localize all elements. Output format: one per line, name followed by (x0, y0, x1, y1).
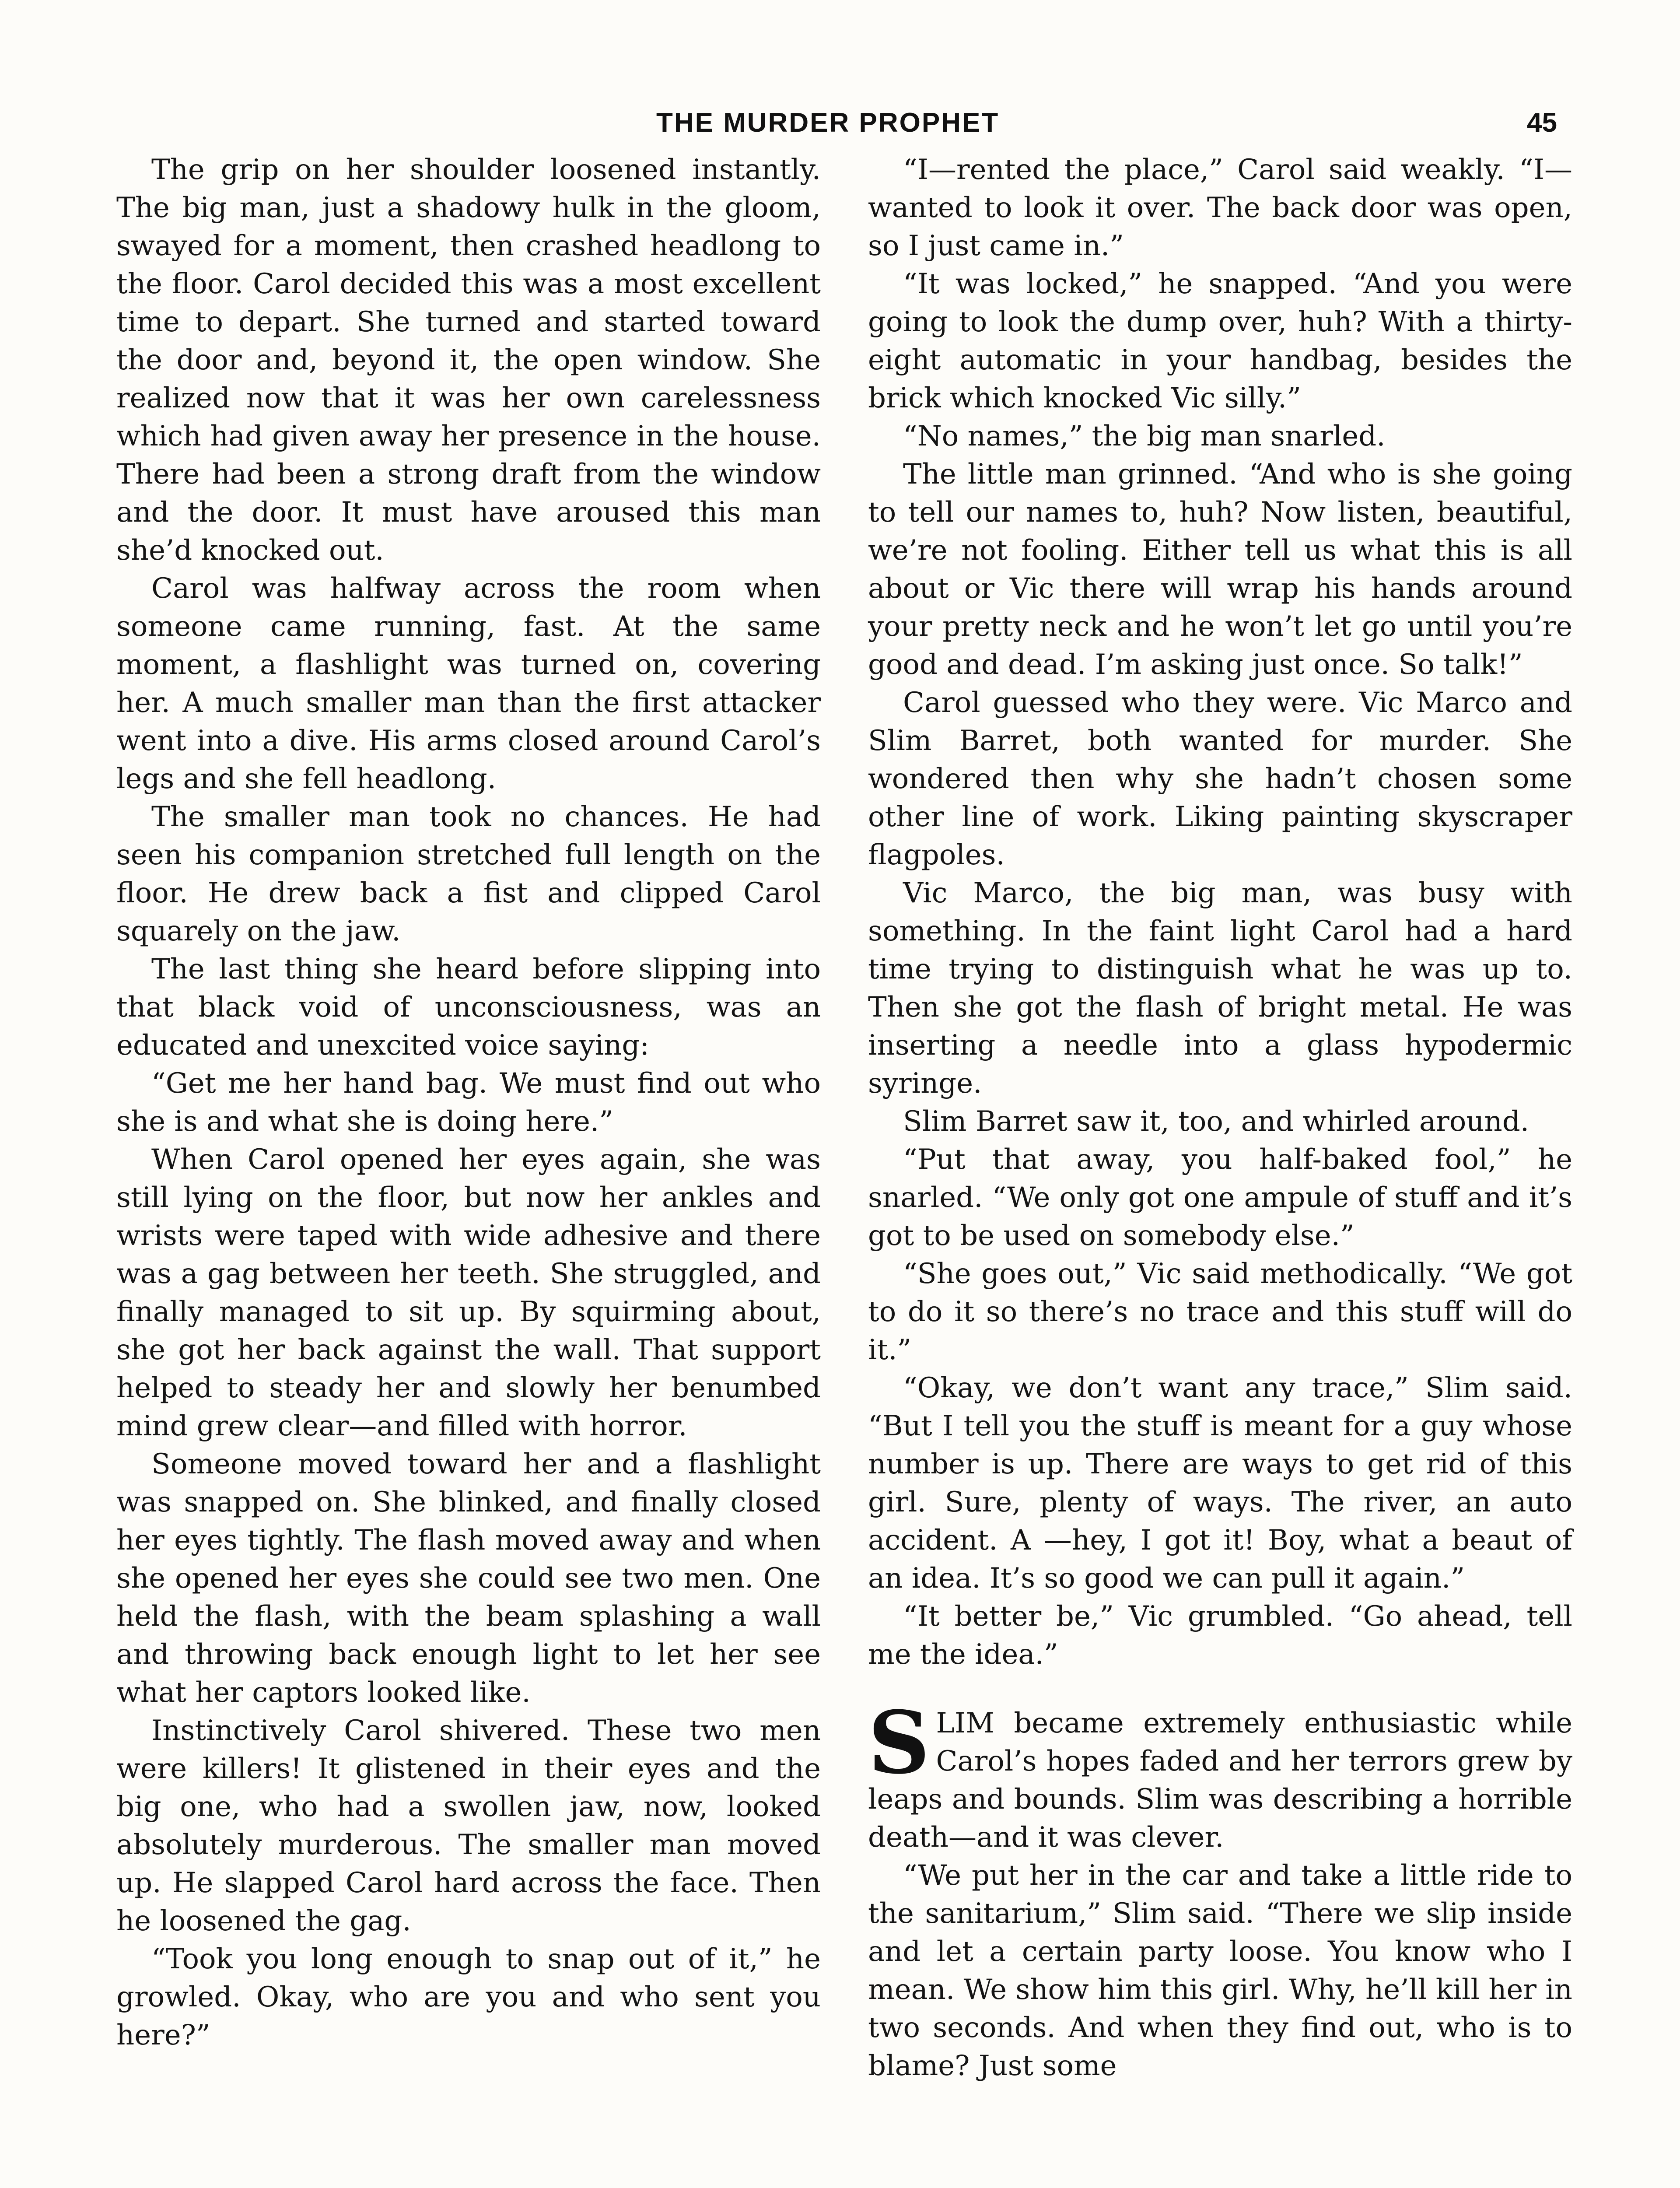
section-opening-paragraph (868, 1693, 1572, 1857)
paragraph: Carol was halfway across the room when someone came running, fast. At the same moment, a flashlight was turned on, covering her. A much smaller man than the first attacker went into a dive. His arms closed around Carol’s legs and she fell headlong. (116, 572, 821, 795)
paragraph: “I—rented the place,” Carol said weakly. “I—wanted to look it over. The back door was open, so I just came in.” (868, 154, 1572, 262)
paragraph: Slim Barret saw it, too, and whirled around. (903, 1105, 1530, 1138)
paragraph: The smaller man took no chances. He had seen his companion stretched full length on the floor. He drew back a fist and clipped Carol squarely on the jaw. (116, 801, 821, 947)
drop-cap: S (868, 1693, 930, 1793)
paragraph: The last thing she heard before slipping into that black void of unconsciousness, was an educated and unexcited voice saying: (116, 953, 821, 1062)
paragraph: When Carol opened her eyes again, she was still lying on the floor, but now her ankles and wrists were taped with wide adhesive and there was a gag between her teeth. She struggled, and finally managed to sit up. By squirming about, she got her back against the wall. That support helped to steady her and slowly her benumbed mind grew clear—and filled with horror. (116, 1143, 821, 1442)
story-title: THE MURDER PROPHET (656, 108, 1000, 138)
paragraph: “It better be,” Vic grumbled. “Go ahead, tell me the idea.” (868, 1600, 1572, 1671)
paragraph: “Took you long enough to snap out of it,” he growled. Okay, who are you and who sent you here?” (116, 1943, 821, 2051)
paragraph: Carol guessed who they were. Vic Marco and Slim Barret, both wanted for murder. She wondered then why she hadn’t chosen some other line of work. Liking painting skyscraper flagpoles. (868, 687, 1572, 871)
paragraph: “We put her in the car and take a little ride to the sanitarium,” Slim said. “There we slip inside and let a certain party loose. You know who I mean. We show him this girl. Why, he’ll kill her in two seconds. And when they find out, who is to blame? Just some (868, 1859, 1572, 2082)
running-header (0, 107, 1680, 142)
left-column (116, 151, 821, 2055)
paragraph: “It was locked,” he snapped. “And you were going to look the dump over, huh? With a thirty-eight automatic in your handbag, besides the brick which knocked Vic silly.” (868, 268, 1572, 414)
right-column (868, 151, 1572, 2085)
paragraph: The little man grinned. “And who is she going to tell our names to, huh? Now listen, beautiful, we’re not fooling. Either tell us what this is all about or Vic there will wrap his hands around your pretty neck and he won’t let go until you’re good and dead. I’m asking just once. So talk!” (868, 458, 1572, 681)
paragraph: Instinctively Carol shivered. These two men were killers! It glistened in their eyes and the big one, who had a swollen jaw, now, looked absolutely murderous. The smaller man moved up. He slapped Carol hard across the face. Then he loosened the gag. (116, 1715, 821, 1937)
section-opening-text: LIM became extremely enthusiastic while Carol’s hopes faded and her terrors grew by leaps and bounds. Slim was describing a horrible death—and it was clever. (868, 1707, 1572, 1854)
paragraph: “Okay, we don’t want any trace,” Slim said. “But I tell you the stuff is meant for a guy whose number is up. There are ways to get rid of this girl. Sure, plenty of ways. The river, an auto accident. A —hey, I got it! Boy, what a beaut of an idea. It’s so good we can pull it again.” (868, 1372, 1572, 1595)
paragraph: Vic Marco, the big man, was busy with something. In the faint light Carol had a hard time trying to distinguish what he was up to. Then she got the flash of bright metal. He was inserting a needle into a glass hypodermic syringe. (868, 877, 1572, 1100)
paragraph: “Put that away, you half-baked fool,” he snarled. “We only got one ampule of stuff and it’s got to be used on somebody else.” (868, 1143, 1572, 1252)
page-number: 45 (1527, 108, 1557, 138)
paragraph: “Get me her hand bag. We must find out who she is and what she is doing here.” (116, 1067, 821, 1138)
paragraph: “No names,” the big man snarled. (903, 420, 1386, 452)
paragraph: Someone moved toward her and a flashlight was snapped on. She blinked, and finally closed her eyes tightly. The flash moved away and when she opened her eyes she could see two men. One held the flash, with the beam splashing a wall and throwing back enough light to let her see what her captors looked like. (116, 1448, 821, 1709)
paragraph: The grip on her shoulder loosened instantly. The big man, just a shadowy hulk in the gloom, swayed for a moment, then crashed headlong to the floor. Carol decided this was a most excellent time to depart. She turned and started toward the door and, beyond it, the open window. She realized now that it was her own carelessness which had given away her presence in the house. There had been a strong draft from the window and the door. It must have aroused this man she’d knocked out. (116, 154, 821, 567)
paragraph: “She goes out,” Vic said methodically. “We got to do it so there’s no trace and this stuff will do it.” (868, 1258, 1572, 1366)
